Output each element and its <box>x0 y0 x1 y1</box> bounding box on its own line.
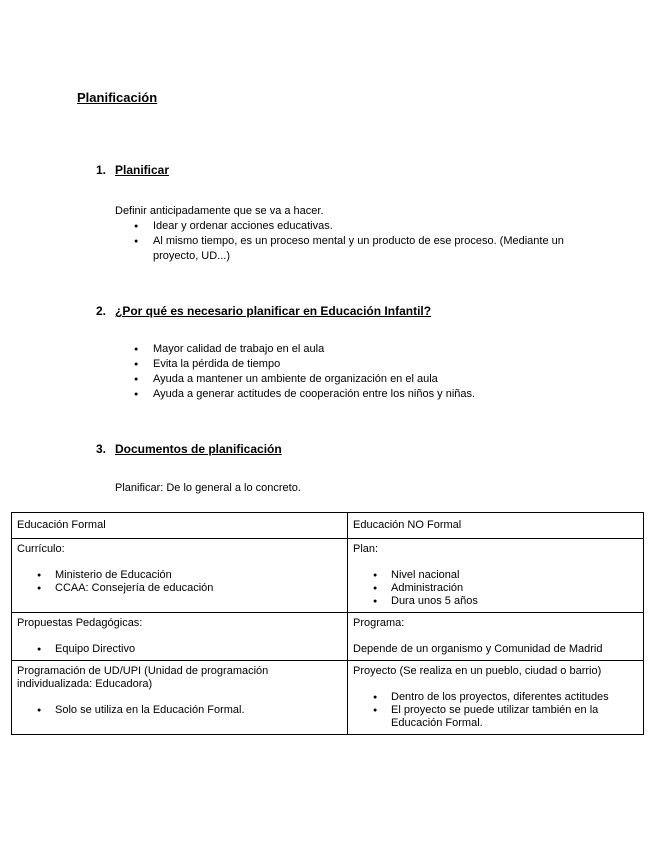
section-1-title: Planificar <box>115 163 170 177</box>
planning-documents-table <box>11 512 644 735</box>
table-row <box>12 613 644 661</box>
cell-label: Propuestas Pedagógicas: <box>17 617 143 629</box>
cell-label: Currículo: <box>17 543 65 555</box>
table-cell <box>12 661 348 735</box>
list-item: ● Evita la pérdida de tiempo <box>115 357 595 372</box>
section-1-intro: Definir anticipadamente que se va a hacer. <box>115 205 324 217</box>
list-item: ● Al mismo tiempo, es un proceso mental y un producto de ese proceso. (Mediante un proyecto, UD...) <box>115 234 583 264</box>
list-item: ● Dura unos 5 años <box>353 595 639 608</box>
table-cell <box>348 539 644 613</box>
section-3-heading <box>96 442 282 456</box>
list-item: ● Ayuda a generar actitudes de cooperación entre los niños y niñas. <box>115 387 595 402</box>
table-cell <box>12 539 348 613</box>
section-2-list <box>115 342 595 402</box>
table-cell <box>12 613 348 661</box>
list-item: ● Idear y ordenar acciones educativas. <box>115 219 595 234</box>
list-item: ● CCAA: Consejería de educación <box>17 582 343 595</box>
table-header-row <box>12 513 644 539</box>
section-3-title: Documentos de planificación <box>115 442 282 456</box>
section-2-number: 2. <box>96 304 107 318</box>
cell-label: Programación de UD/UPI (Unidad de programación individualizada: Educadora) <box>17 665 269 690</box>
cell-label: Plan: <box>353 543 379 555</box>
table-row <box>12 661 644 735</box>
list-item: ● Dentro de los proyectos, diferentes actitudes <box>353 691 639 704</box>
cell-label: Proyecto (Se realiza en un pueblo, ciudad o barrio) <box>353 665 602 677</box>
table-header-cell: Educación NO Formal <box>348 513 644 539</box>
list-item: ● Nivel nacional <box>353 569 639 582</box>
section-3-number: 3. <box>96 442 107 456</box>
list-item: ● Solo se utiliza en la Educación Formal. <box>17 704 343 717</box>
table-cell <box>348 661 644 735</box>
list-item: ● Ayuda a mantener un ambiente de organización en el aula <box>115 372 595 387</box>
page-title: Planificación <box>77 90 158 105</box>
list-item: ● El proyecto se puede utilizar también en la Educación Formal. <box>353 704 621 730</box>
cell-text: Depende de un organismo y Comunidad de Madrid <box>353 643 603 655</box>
table-cell <box>348 613 644 661</box>
list-item: ● Ministerio de Educación <box>17 569 343 582</box>
section-1-number: 1. <box>96 163 107 177</box>
section-1-heading <box>96 163 169 177</box>
list-item: ● Mayor calidad de trabajo en el aula <box>115 342 595 357</box>
section-2-heading <box>96 304 431 318</box>
table-row <box>12 539 644 613</box>
table-header-cell: Educación Formal <box>12 513 348 539</box>
section-2-title: ¿Por qué es necesario planificar en Educación Infantil? <box>115 304 432 318</box>
cell-label: Programa: <box>353 617 405 629</box>
section-1-list <box>115 219 595 264</box>
list-item: ● Administración <box>353 582 639 595</box>
list-item: ● Equipo Directivo <box>17 643 343 656</box>
section-3-intro: Planificar: De lo general a lo concreto. <box>115 482 301 494</box>
